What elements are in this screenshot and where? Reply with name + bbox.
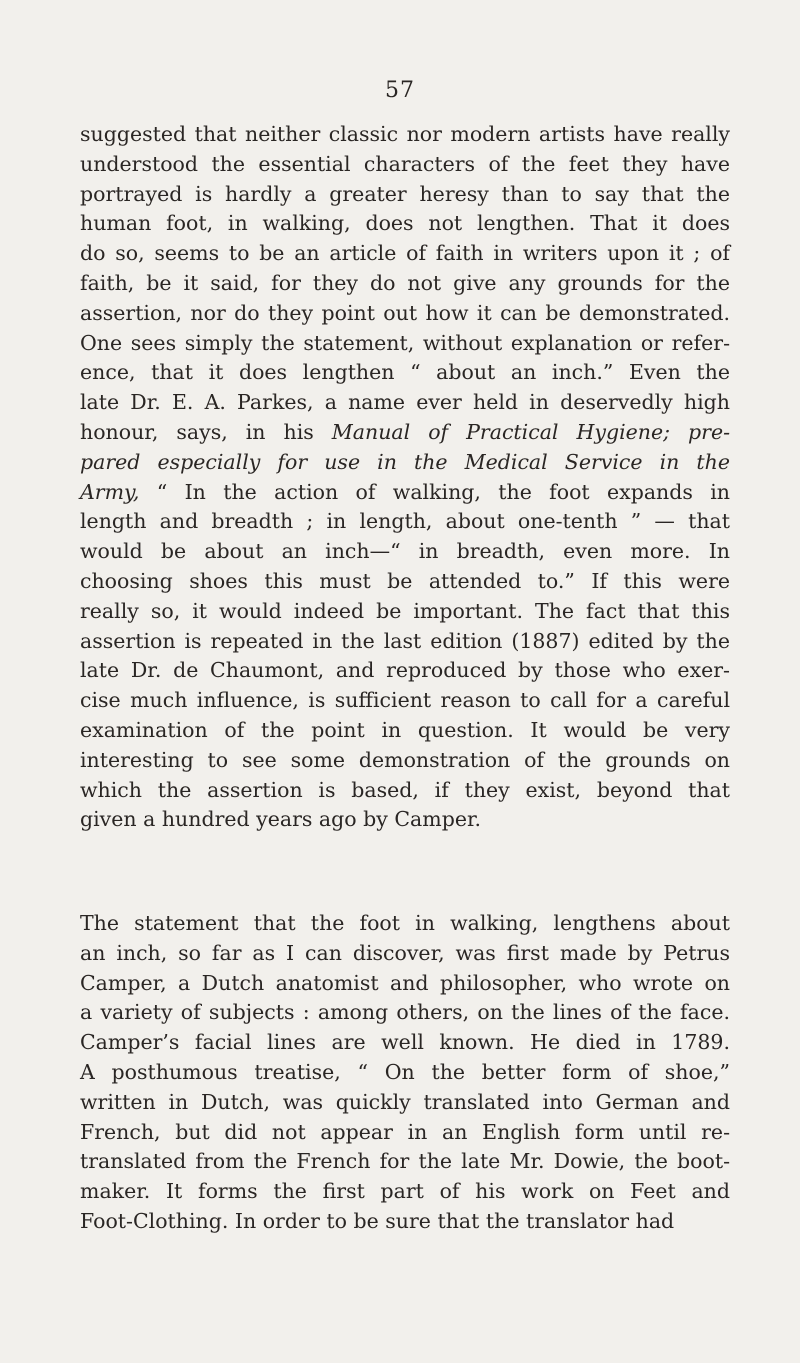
text-line: faith, be it said, for they do not give any grounds for the [80,270,730,295]
page-number: 57 [385,78,415,103]
text-line: which the assertion is based, if they exist, beyond that [80,777,730,802]
text-line: would be about an inch—“ in breadth, even more. In [80,539,730,564]
text-line: late Dr. de Chaumont, and reproduced by those who exer- [80,658,730,683]
paragraph-1 [80,120,730,835]
text-line: Army, “ In the action of walking, the foot expands in [80,479,730,504]
text-line: assertion is repeated in the last edition (1887) edited by the [80,628,730,653]
text-line: translated from the French for the late Mr. Dowie, the boot- [80,1149,730,1174]
text-line: pared especially for use in the Medical Service in the [80,449,730,474]
text-line: really so, it would indeed be important. The fact that this [80,598,730,623]
text-line: suggested that neither classic nor modern artists have really [80,122,730,146]
text-line: One sees simply the statement, without explanation or refer- [80,330,730,355]
text-line: understood the essential characters of the feet they have [80,151,730,176]
text-line: Camper’s facial lines are well known. He died in 1789. [80,1030,730,1055]
text-line: Camper, a Dutch anatomist and philosopher, who wrote on [80,970,730,995]
text-line: late Dr. E. A. Parkes, a name ever held in deservedly high [80,390,730,415]
text-line: examination of the point in question. It would be very [80,717,730,742]
text-line: portrayed is hardly a greater heresy than to say that the [80,181,730,206]
text-line: ence, that it does lengthen “ about an inch.” Even the [80,360,730,385]
text-line: assertion, nor do they point out how it can be demonstrated. [80,300,730,325]
text-line: choosing shoes this must be attended to.” If this were [80,568,730,593]
text-line: French, but did not appear in an English form until re- [80,1119,730,1144]
text-line: given a hundred years ago by Camper. [80,807,482,832]
text-line: maker. It forms the first part of his work on Feet and [80,1179,730,1204]
text-line: a variety of subjects : among others, on the lines of the face. [80,1000,730,1025]
text-line: an inch, so far as I can discover, was first made by Petrus [80,940,730,965]
text-line: written in Dutch, was quickly translated into German and [80,1089,730,1114]
text-line: A posthumous treatise, “ On the better form of shoe,” [80,1059,730,1084]
text-line: The statement that the foot in walking, lengthens about [80,911,730,935]
text-line: cise much influence, is sufficient reason to call for a careful [80,688,730,713]
text-line: interesting to see some demonstration of the grounds on [80,747,730,772]
text-line: honour, says, in his Manual of Practical Hygiene; pre- [80,419,730,444]
text-line: human foot, in walking, does not lengthen. That it does [80,211,730,236]
text-line: do so, seems to be an article of faith in writers upon it ; of [80,241,730,266]
text-line: length and breadth ; in length, about one-tenth ” — that [80,509,730,534]
text-line: Foot-Clothing. In order to be sure that the translator had [80,1208,675,1233]
paragraph-2 [80,909,730,1237]
